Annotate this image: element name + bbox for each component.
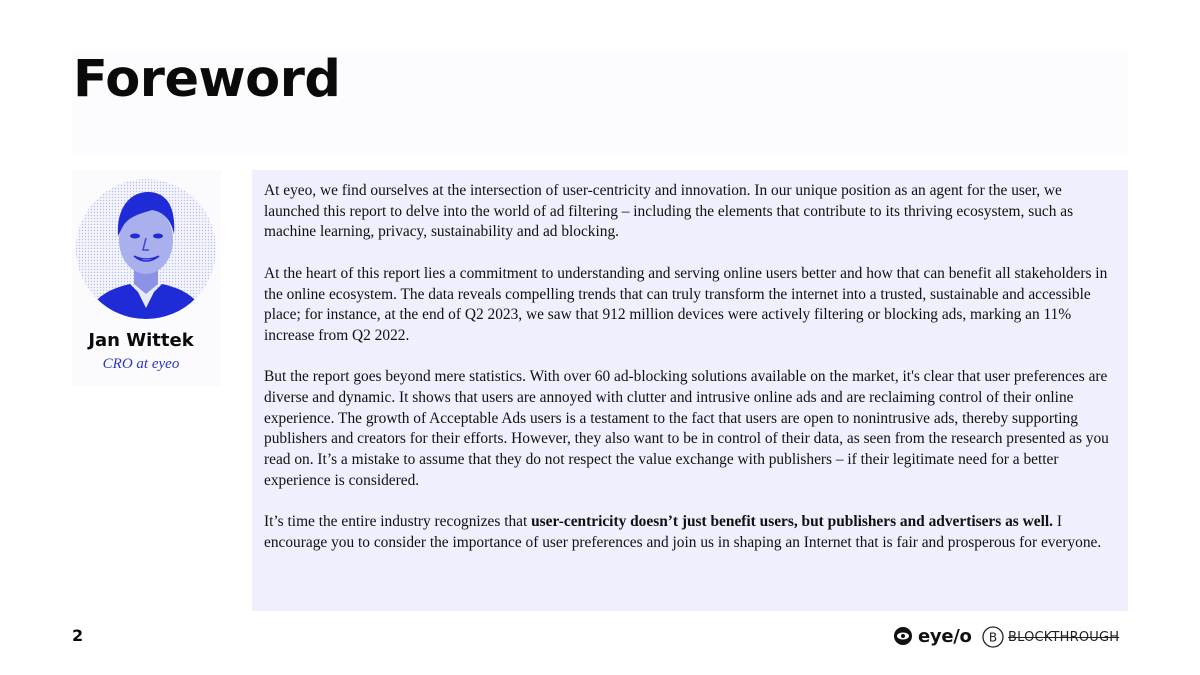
foreword-body (264, 181, 1116, 574)
page-number: 2 (72, 626, 84, 645)
eyeo-wordmark: eye/o (918, 625, 972, 647)
eyeo-logo (893, 624, 972, 648)
paragraph-4 (264, 512, 1116, 553)
blockthrough-logo (982, 625, 1119, 649)
blockthrough-b-icon (982, 626, 1004, 648)
svg-text:B: B (988, 630, 998, 645)
paragraph-2: At the heart of this report lies a commitment to understanding and serving online users better and how that can benefit all stakeholders in the online ecosystem. The data reveals compelling trends that can truly transform the internet into a trusted, sustainable and accessible place; for instance, at the end of Q2 2023, we saw that 912 million devices were actively filtering or blocking ads, marking an 11% increase from Q2 2022. (264, 264, 1108, 344)
paragraph-3: But the report goes beyond mere statistics. With over 60 ad-blocking solutions available on the market, it's clear that user preferences are diverse and dynamic. It shows that users are annoyed with clutter and intrusive online ads and are reclaiming control of their online experience. The growth of Acceptable Ads users is a testament to the fact that users are open to nonintrusive ads, thereby supporting publishers and creators for their efforts. However, they also want to be in control of their data, as seen from the research presented as you read on. It’s a mistake to assume that they do not respect the value exchange with publishers – if their legitimate need for a better experience is considered. (264, 368, 1109, 489)
eyeo-eye-icon (893, 626, 913, 646)
blockthrough-wordmark: BLOCKTHROUGH (1008, 629, 1120, 645)
author-portrait (72, 178, 221, 320)
paragraph-1: At eyeo, we find ourselves at the intersection of user-centricity and innovation. In our unique position as an agent for the user, we launched this report to delve into the world of ad filtering – including the elements that contribute to its thriving ecosystem, such as machine learning, privacy, sustainability and ad blocking. (264, 182, 1074, 241)
paragraph-4-end: I encourage you to consider the importance of user preferences and join us in shaping an Internet that is fair and prosperous for everyone. (264, 513, 1102, 551)
author-name: Jan Wittek (88, 330, 194, 351)
author-role: CRO at eyeo (102, 356, 180, 372)
page-title: Foreword (73, 50, 341, 109)
paragraph-4-start: It’s time the entire industry recognizes that (264, 513, 532, 531)
paragraph-4-emphasis: user-centricity doesn’t just benefit users, but publishers and advertisers as well. (531, 513, 1053, 531)
